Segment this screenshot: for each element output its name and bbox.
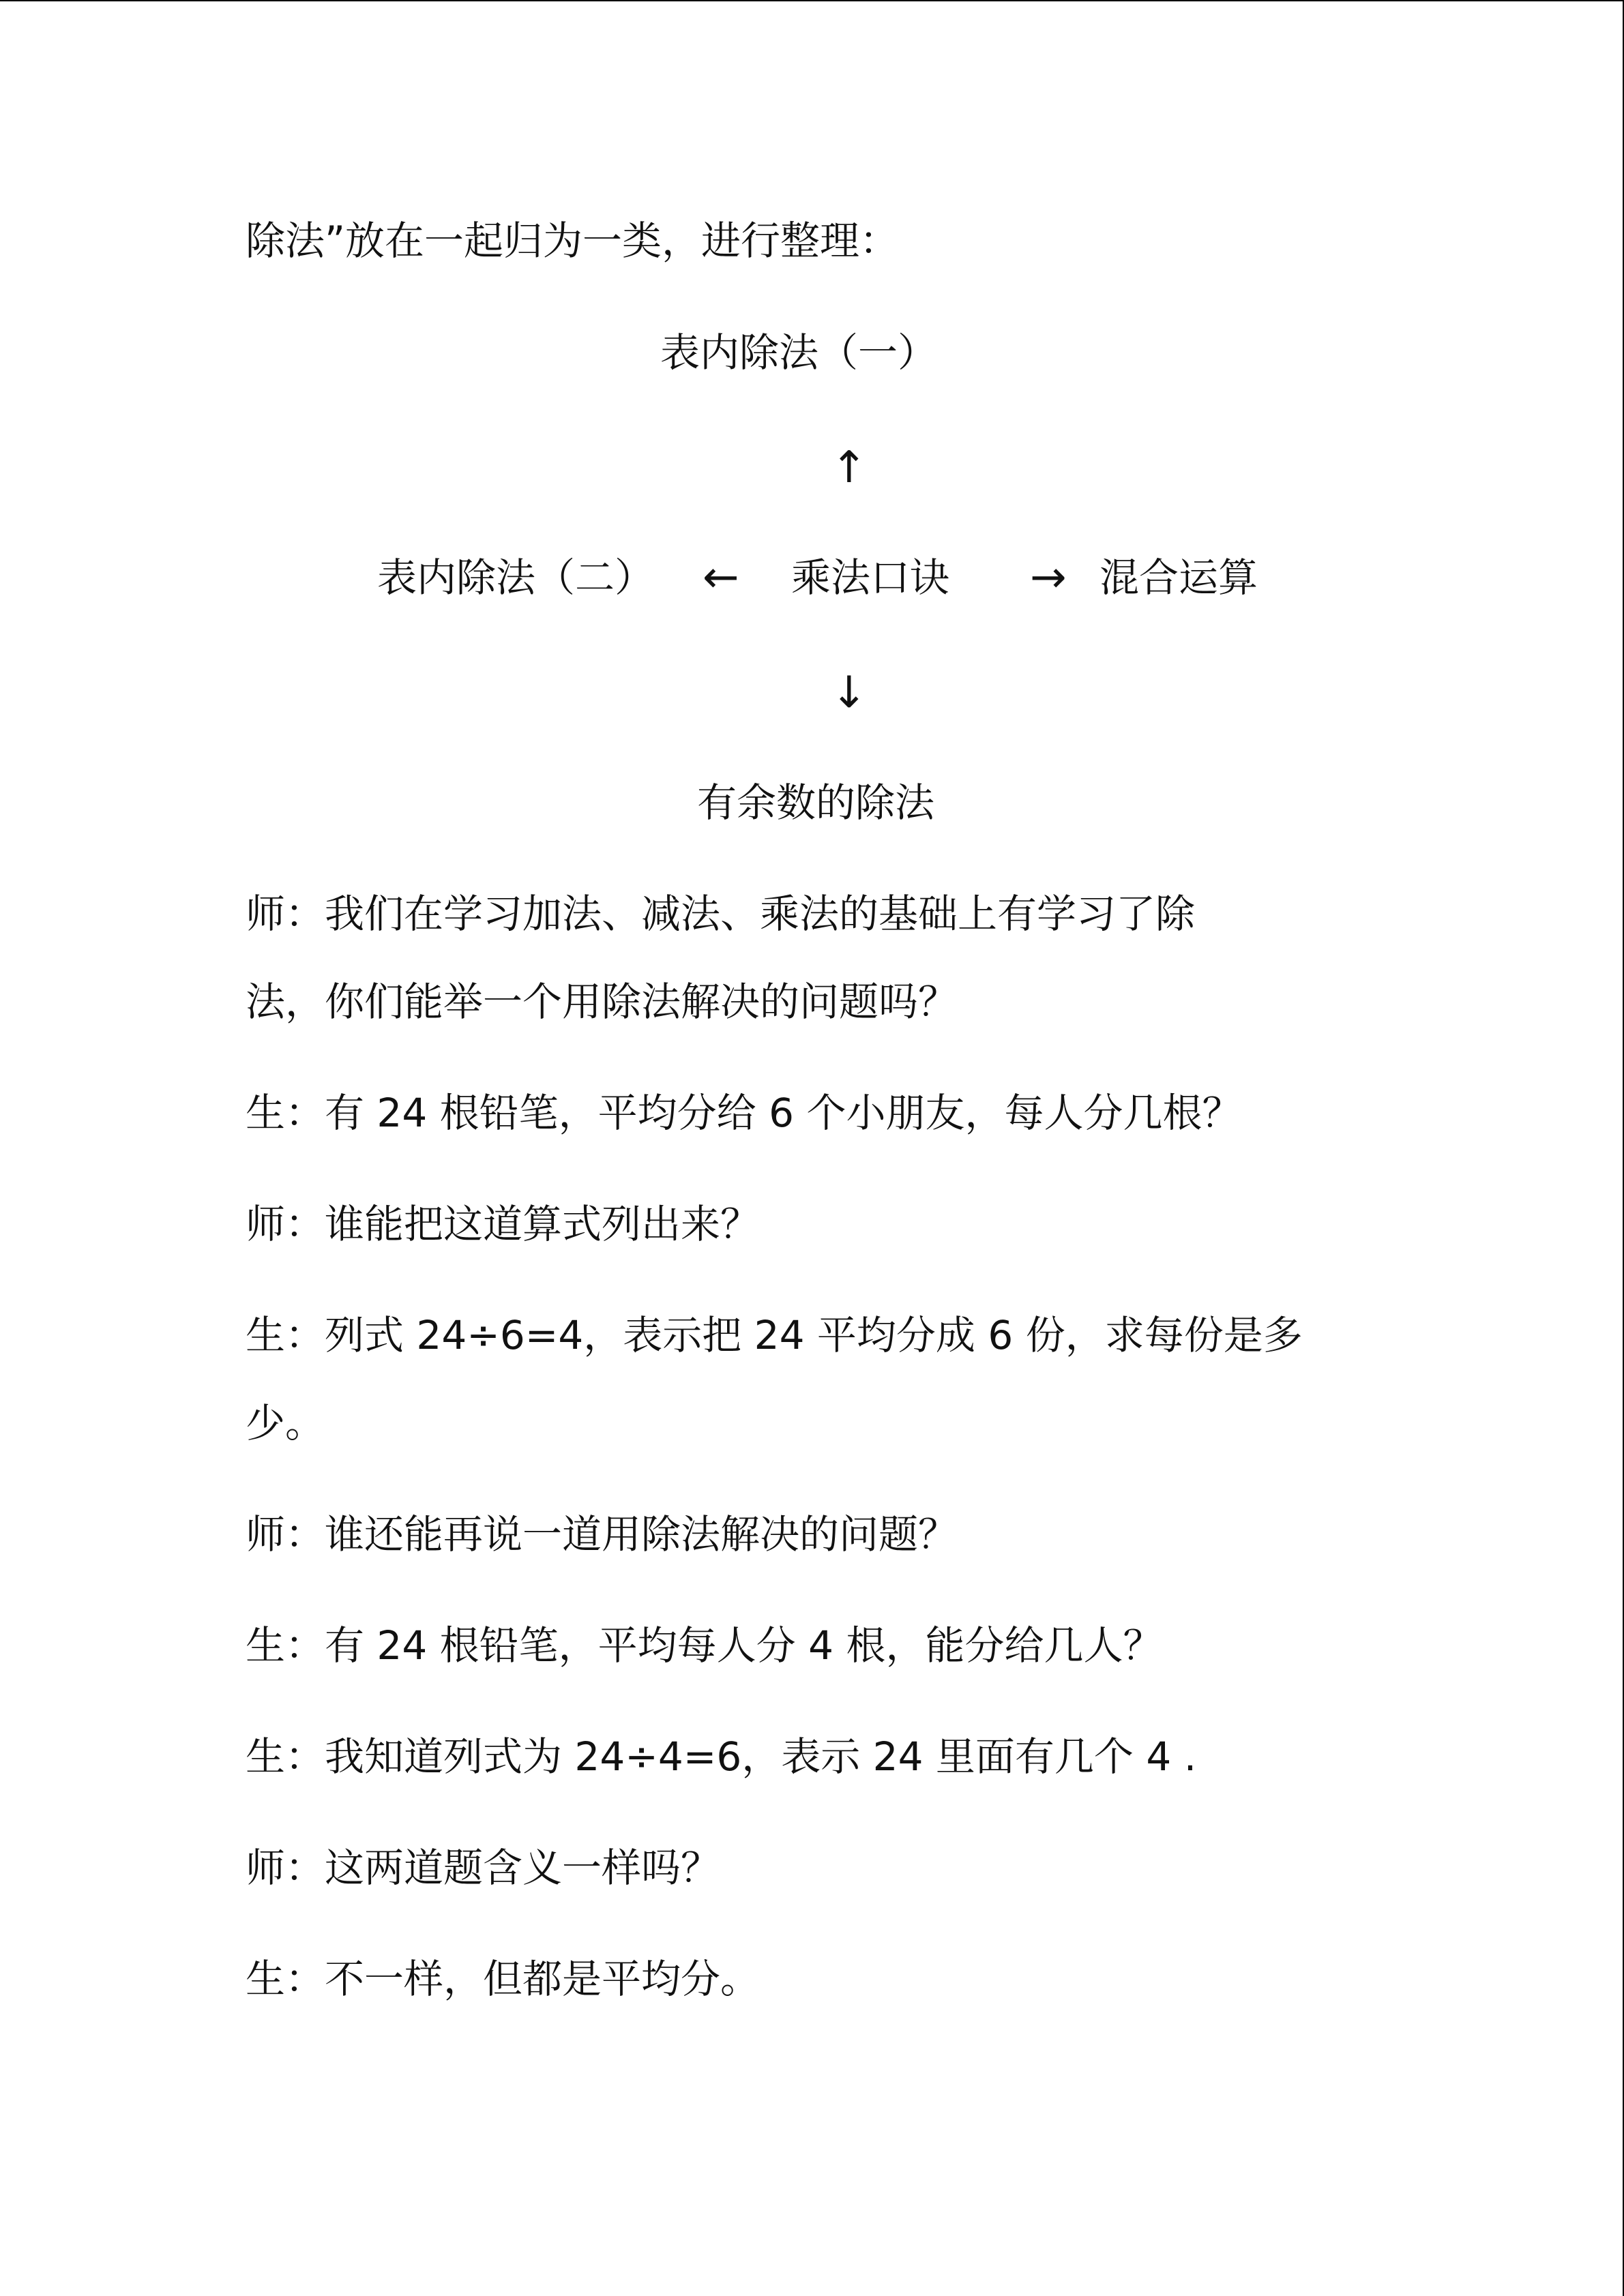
diagram-center-node: 乘法口诀 <box>791 554 950 601</box>
right-arrow-icon: → <box>1030 552 1067 603</box>
dialogue-line: 师：我们在学习加法、减法、乘法的基础上有学习了除 <box>246 891 1196 937</box>
dialogue-line: 生：我知道列式为 24÷4=6，表示 24 里面有几个 4 . <box>246 1733 1197 1780</box>
dialogue-line: 少。 <box>246 1400 325 1446</box>
left-arrow-icon: ← <box>703 552 739 603</box>
dialogue-line: 师：谁能把这道算式列出来？ <box>246 1201 761 1247</box>
dialogue-line: 法，你们能举一个用除法解决的问题吗？ <box>246 979 958 1025</box>
diagram-right-node: 混合运算 <box>1099 554 1258 601</box>
page-top-border <box>0 0 1624 1</box>
intro-line: 除法”放在一起归为一类，进行整理： <box>246 218 900 264</box>
down-arrow-icon: ↓ <box>831 668 868 718</box>
dialogue-line: 生：不一样，但都是平均分。 <box>246 1956 761 2002</box>
dialogue-line: 师：这两道题含义一样吗？ <box>246 1845 721 1891</box>
dialogue-line: 生：有 24 根铅笔，平均分给 6 个小朋友，每人分几根？ <box>246 1090 1242 1136</box>
dialogue-line: 生：列式 24÷6=4，表示把 24 平均分成 6 份，求每份是多 <box>246 1312 1303 1358</box>
up-arrow-icon: ↑ <box>831 443 868 493</box>
diagram-bottom-node: 有余数的除法 <box>697 779 935 826</box>
diagram-top-node: 表内除法（一） <box>660 329 938 376</box>
dialogue-line: 师：谁还能再说一道用除法解决的问题？ <box>246 1511 958 1557</box>
diagram-left-node: 表内除法（二） <box>377 554 655 601</box>
dialogue-line: 生：有 24 根铅笔，平均每人分 4 根，能分给几人？ <box>246 1622 1163 1669</box>
